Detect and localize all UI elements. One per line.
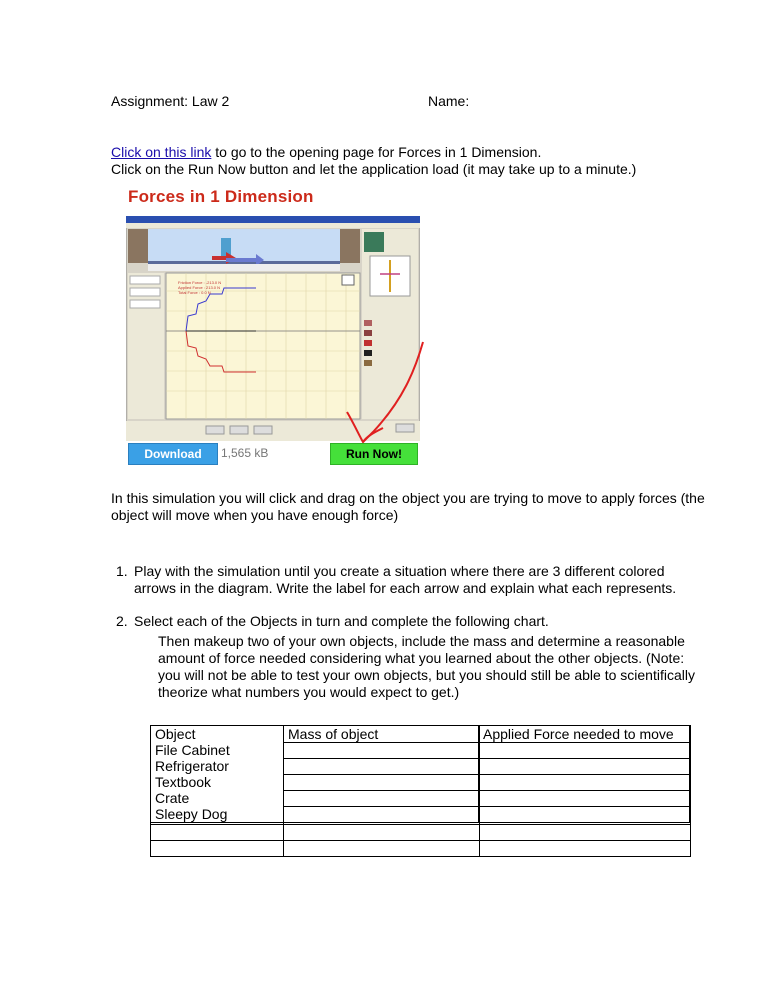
object-name: Crate — [155, 790, 190, 806]
header-mass: Mass of object — [288, 726, 379, 742]
object-name: Textbook — [155, 774, 212, 790]
applied-force-readout: Applied Force : 213.0 N — [178, 285, 221, 290]
question-number: 2. — [116, 613, 128, 629]
object-name: File Cabinet — [155, 742, 230, 758]
question-item — [116, 613, 704, 630]
object-name: Refrigerator — [155, 758, 229, 774]
instruction-paragraph: In this simulation you will click and drag on the object you are trying to move to apply forces (the object will move when you have enough force) — [111, 490, 705, 523]
table-grid — [150, 725, 691, 858]
question-item — [116, 563, 704, 597]
header-object: Object — [155, 726, 196, 742]
download-button[interactable]: Download — [128, 443, 218, 465]
opening-page-link[interactable]: Click on this link — [111, 144, 212, 160]
download-size: 1,565 kB — [221, 446, 269, 460]
name-label: Name: — [428, 93, 470, 109]
total-force-readout: Total Force : 0.0 N — [178, 290, 211, 295]
run-now-button[interactable]: Run Now! — [330, 443, 418, 465]
question-text: Play with the simulation until you create a situation where there are 3 different colored arrows in the diagram. Write the label for each arrow and explain what each represents. — [134, 563, 677, 596]
graph-readout — [178, 280, 221, 295]
followup-paragraph: Then makeup two of your own objects, include the mass and determine a reasonable amount of force needed considering what you learned about the other objects. (Note: you will not be able to test your own objects, but you should still be able to scientifically theorize what numbers you would expect to get.) — [158, 633, 695, 700]
object-name: Sleepy Dog — [155, 806, 228, 822]
intro-paragraph — [111, 144, 751, 178]
handdrawn-arrow-icon — [343, 340, 433, 445]
question-text: Select each of the Objects in turn and complete the following chart. — [134, 613, 549, 629]
screenshot-title: Forces in 1 Dimension — [128, 187, 314, 206]
question-number: 1. — [116, 563, 128, 579]
simulation-screenshot — [118, 180, 428, 468]
intro-line2: Click on the Run Now button and let the application load (it may take up to a minute.) — [111, 161, 637, 177]
header-force: Applied Force needed to move — [483, 726, 674, 742]
friction-force-readout: Friction Force : -213.0 N — [178, 280, 222, 285]
intro-line1-rest: to go to the opening page for Forces in 1 Dimension. — [211, 144, 542, 160]
assignment-title: Assignment: Law 2 — [111, 93, 230, 109]
